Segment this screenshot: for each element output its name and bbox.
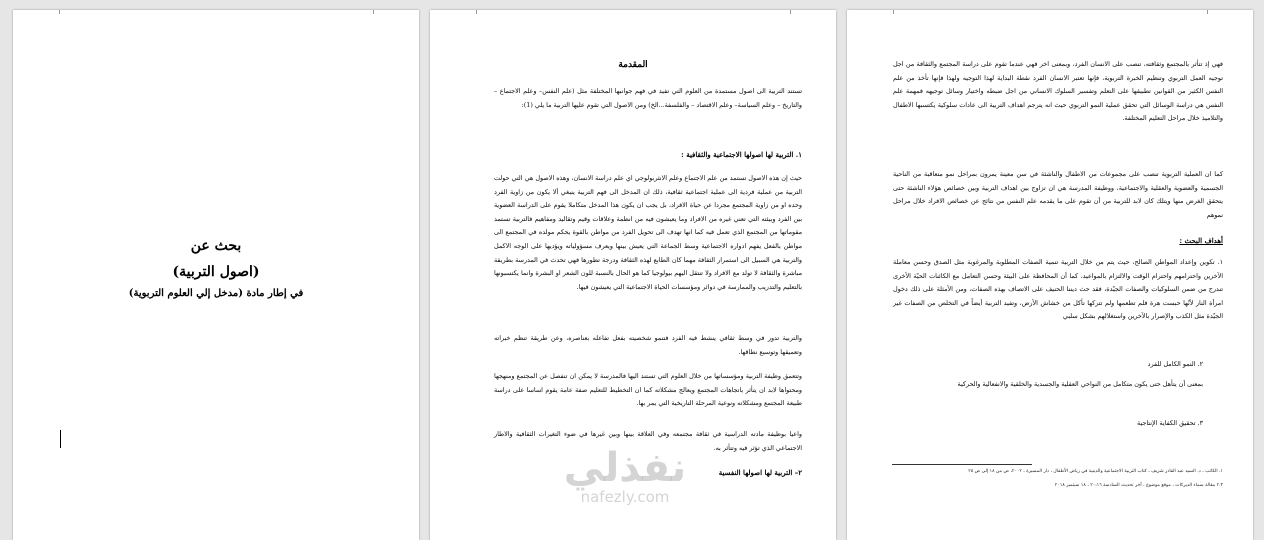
watermark-latin: nafezly.com [580,488,670,506]
section-heading: ١. التربية لها اصولها الاجتماعية والثقافية : [681,150,802,159]
paragraph: واعيا بوظيفة مادته الدراسية في ثقافة مجتمعه وفي العلاقة بينها وبين غيرها في ضوء التغيرات الثقافية والاطار الاجتماعي الذي تؤثر فيه وتتأثر به. [494,430,802,452]
footnote-separator [892,464,1032,465]
footnote: ١. الكاتب ، د. السيد عبد القادر شريف ، كتاب التربية الاجتماعية والدينية في رياض الأطفال ، دار المسيرة ، ٢٠٠٢، ص من ١٨ إلى ص ٢٥ [968,469,1223,474]
paragraph: فهي إذ تتأثر بالمجتمع وثقافته، تنصب على الانسان الفرد، وبمعنى اخر فهي عندما تقوم على دراسة المجتمع والثقافة من اجل توجيه العمل التربوي وتنظيم الخبرة التربوية، فإنها تعتبر الانسان الفرد نقطة البداية لهذا التوجيه ولهذا فإنها تأخذ من علم النفس الكثير من القوانين تطبيقها على التعلم وتفسير السلوك الانساني من اجل ضبطه واختيار وسائل توجيهه فمهمة علم النفس هي دراسة الوسائل التي تحقق عملية النمو التربوي حيث انه يترجم اهداف التربية الى عادات سلوكية يكتسبها الاطفال والتلاميذ خلال مراحل التعليم المختلفة. [893,60,1223,123]
cover-title-block [13,238,419,299]
paragraph: حيث إن هذه الاصول تستمد من علم الاجتماع وعلم الانثربولوجي اي علم دراسة الانسان، وهذه الاصول هي التي حولت التربية من عملية فردية الى عملية اجتماعية ثقافية، ذلك ان المدخل الى فهم التربية ينبغي ألا يكون من زاوية الفرد وحده او من زاوية المجتمع مجردا عن حياة الافراد، بل يجب ان يكون هذا المدخل متكاملا يقوم على الدراسة العضوية بين الفرد وبيئته التي تعني غيره من الافراد وما يعيشون فيه من انظمة وعلاقات وقيم وتقاليد ومفاهيم فالتربية تستمد مقوماتها من المجتمع الذي تعمل فيه كما انها تهدف الى تحويل الفرد من مواطن بالقوة يحكم مولده في المجتمع الى مواطن بالفعل يفهم ادواره الاجتماعية وسط الجماعة التي يعيش بينها ويعرف مسؤولياته ويؤديها على الوجه الاكمل والتربية هي السبيل الى استمرار الثقافة مهما كان الطابع لهذه الثقافة ودرجة تطورها فهي تحدث في المدرسة بطريقة مباشرة والثقافة لا تولد مع الافراد ولا تنتقل اليهم بيولوجيا كما هو الحال بالنسبة للون الشعر او البشرة وانما يكتسبونها بالتعليم والتدريب والممارسة في دوائر ومؤسسات الحياة الاجتماعية التي يعيشون فيها. [494,174,802,291]
margin-mark [59,10,60,14]
margin-mark [893,10,894,14]
footnote: ٢.٣ مقالة سماء الديركات ، موقع موضوع ، آخر تحديث السادسة ٢٠:١٦ ، ١٨ سبتمبر ٢٠١٨ [1054,483,1223,488]
cover-line-2: (اصول التربية) [172,264,260,280]
goals-heading: أهداف البحث : [1179,236,1223,245]
cover-line-3: في إطار مادة (مدخل إلي العلوم التربوية) [128,288,304,299]
goal-item-title: ٢. النمو الكامل للفرد [1147,360,1203,368]
margin-mark [373,10,374,14]
goal-item: ٣. تحقيق الكفاية الإنتاجية [1137,419,1203,427]
cover-page [13,10,419,540]
page-title: المقدمة [618,60,648,70]
paragraph: وتتعمق وظيفة التربية ومؤسساتها من خلال العلوم التي تستند اليها فالمدرسة لا يمكن ان تنفصل عن المجتمع ومنهجها ومحتواها لابد ان يتأثر باتجاهات المجتمع ويعالج مشكلاته كما ان التخطيط للتعليم صفة عامة يقوم اساسا على دراسة طبيعة المجتمع ومشكلاته ونوعية المرحلة التاريخية التي يمر بها. [494,372,802,408]
text-cursor [60,430,61,448]
goal-item-text: بمعنى أن يتأهل حتى يكون متكامل من النواحي العقلية والجسدية والخلقية والانفعالية والحركية [957,380,1203,388]
goal-item: ١. تكوين وإعداد المواطن الصالح، حيث يتم من خلال التربية تنمية الصفات المطلوبة والمرغوبة مثل الصدق وحسن معاملة الآخرين واحترامهم واحترام الوقت والالتزام بالمواعيد، كما أن المحافظة على البيئة وحسن التعامل مع الكائنات الحيّة الأخرى تندرج من ضمن السلوكيات والصفات الجيّدة، فقد حث ديننا الحنيف على الاتصاف بهذه الصفات، ومن الأمثلة على ذلك دخول امرأة النار لأنّها حبست هرة فلم تطعمها ولم تتركها تأكل من خشاش الأرض، وتفيد التربية أيضاً في التخلص من الصفات غير الجيّدة مثل الكذب والإصرار بالآخرين واستغلالهم بشكل سلبي [893,258,1223,321]
paragraph: والتربية تدور في وسط ثقافي ينشط فيه الفرد فتنمو شخصيته بفعل تفاعله بعناصره، وعن طريقة تنظم خبراته وتعميقها وتوسيع نطاقها. [494,334,802,356]
margin-mark [476,10,477,14]
section-heading: ٢– التربية لها اصولها النفسية [718,468,802,477]
watermark-arabic: نفذلي [563,445,687,491]
margin-mark [1207,10,1208,14]
intro-paragraph: تستند التربية الى اصول مستمدة من العلوم التي تفيد في فهم جوانبها المختلفة مثل (علم النفس– وعلم الاجتماع – والتاريخ – وعلم السياسة– وعلم الاقتصاد – والفلسفة...الخ) ومن الاصول التي تقوم عليها التربية ما يلي (1): [494,87,802,109]
paragraph: كما ان العملية التربوية تنصب على مجموعات من الاطفال والناشئة في سن معينة يمرون بمراحل نمو متعاقبة من الناحية الجسمية والعضوية والعقلية والاجتماعية، ووظيفة المدرسة هي ان تزاوج بين اهداف التربية وبين خصائص هؤلاء الناشئة حتى يتحقق الغرض منها ويتلك كان لابد للتربية من أن تقوم على ما يقدمه علم النفس من نتائج عن خصائص الافراد خلال مراحل نموهم [893,170,1223,219]
cover-line-1: بحث عن [190,238,242,254]
watermark [540,445,710,506]
margin-mark [790,10,791,14]
content-page [847,10,1253,540]
